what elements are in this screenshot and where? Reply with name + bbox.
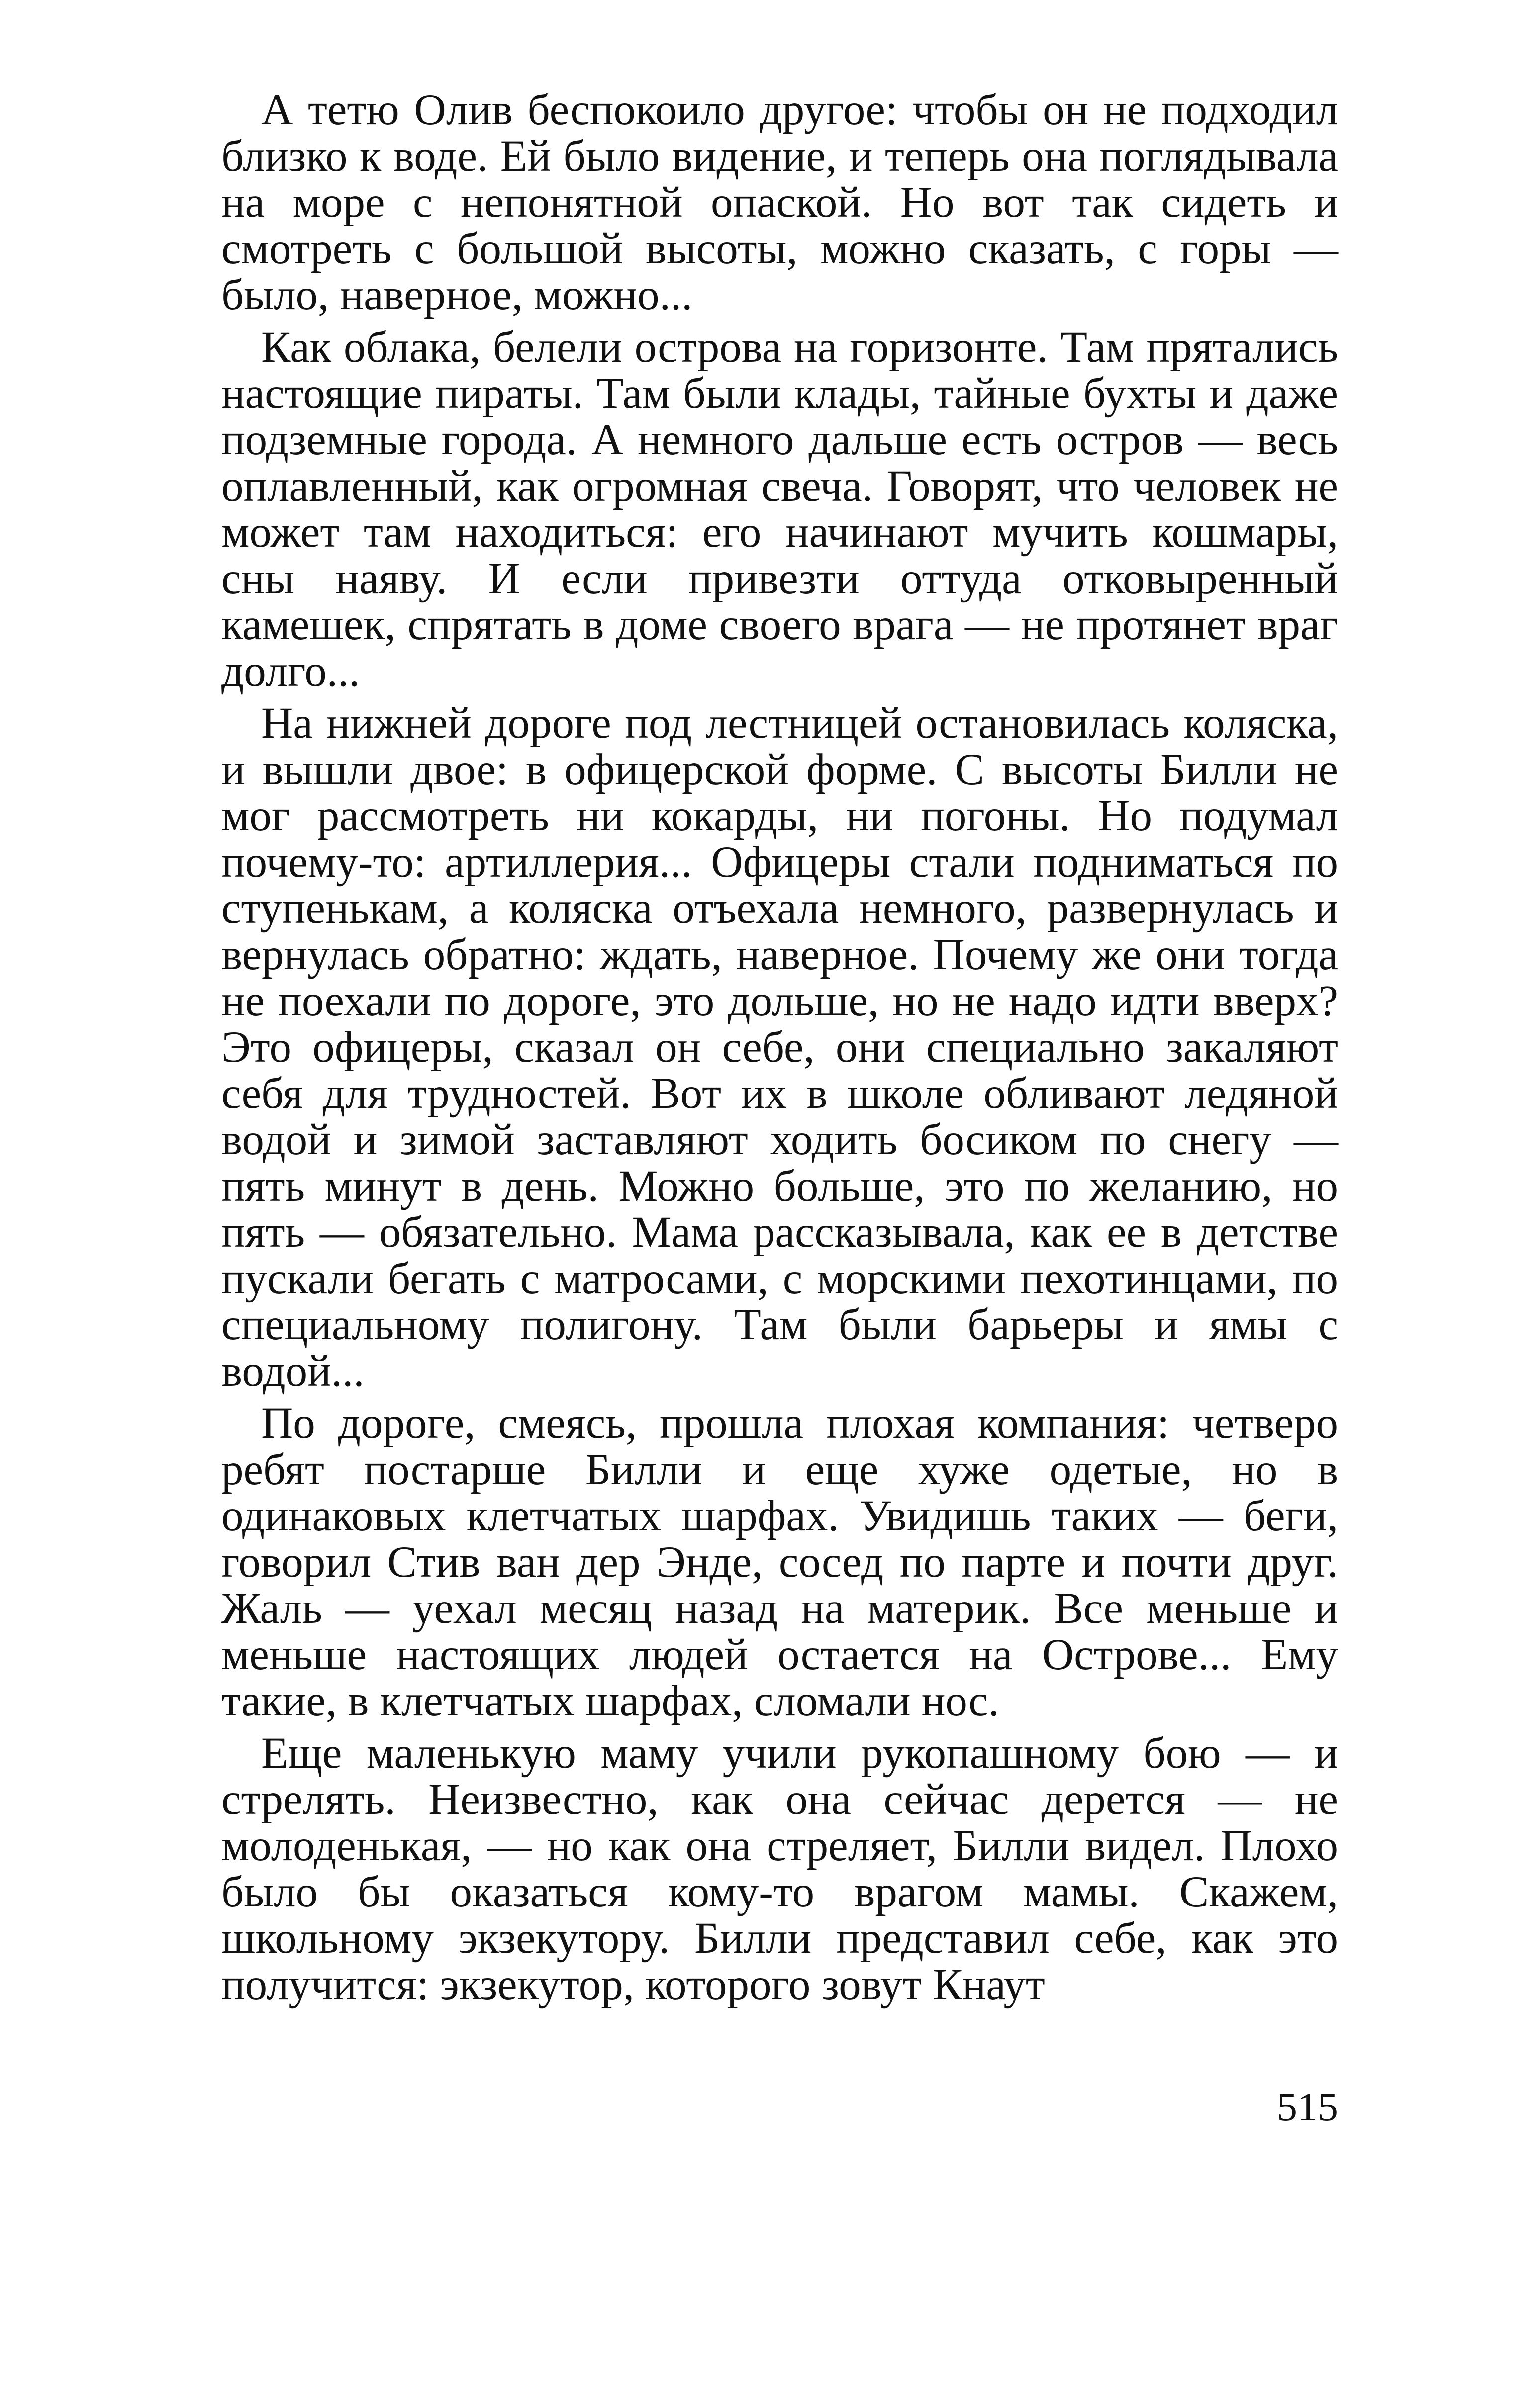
paragraph-1: А тетю Олив беспокоило другое: чтобы он не подходил близко к воде. Ей было видение, и теперь она поглядывала на море с непонятной опаской. Но вот так сидеть и смотреть с большой высоты, можно сказать, с горы — было, наверное, можно... [221, 86, 1338, 319]
paragraph-4: По дороге, смеясь, прошла плохая компания: четверо ребят постарше Билли и еще хуже одетые, но в одинаковых клетчатых шарфах. Увидишь таких — беги, говорил Стив ван дер Энде, сосед по парте и почти друг. Жаль — уехал месяц назад на материк. Все меньше и меньше настоящих людей остается на Острове... Ему такие, в клетчатых шарфах, сломали нос. [221, 1399, 1338, 1725]
paragraph-5: Еще маленькую маму учили рукопашному бою — и стрелять. Неизвестно, как она сейчас дерется — не молоденькая, — но как она стреляет, Билли видел. Плохо было бы оказаться кому-то врагом мамы. Скажем, школьному экзекутору. Билли представил себе, как это получится: экзекутор, которого зовут Кнаут [221, 1729, 1338, 2009]
page-number: 515 [1277, 2084, 1338, 2129]
paragraph-2: Как облака, белели острова на горизонте. Там прятались настоящие пираты. Там были клады, тайные бухты и даже подземные города. А немного дальше есть остров — весь оплавленный, как огромная свеча. Говорят, что человек не может там находиться: его начинают мучить кошмары, сны наяву. И если привезти оттуда отковыренный камешек, спрятать в доме своего врага — не протянет враг долго... [221, 323, 1338, 696]
page-text [221, 87, 1338, 2014]
paragraph-3: На нижней дороге под лестницей остановилась коляска, и вышли двое: в офицерской форме. С высоты Билли не мог рассмотреть ни кокарды, ни погоны. Но подумал почему-то: артиллерия... Офицеры стали подниматься по ступенькам, а коляска отъехала немного, развернулась и вернулась обратно: ждать, наверное. Почему же они тогда не поехали по дороге, это дольше, но не надо идти вверх? Это офицеры, сказал он себе, они специально закаляют себя для трудностей. Вот их в школе обливают ледяной водой и зимой заставляют ходить босиком по снегу — пять минут в день. Можно больше, это по желанию, но пять — обязательно. Мама рассказывала, как ее в детстве пускали бегать с матросами, с морскими пехотинцами, по специальному полигону. Там были барьеры и ямы с водой... [221, 699, 1338, 1396]
